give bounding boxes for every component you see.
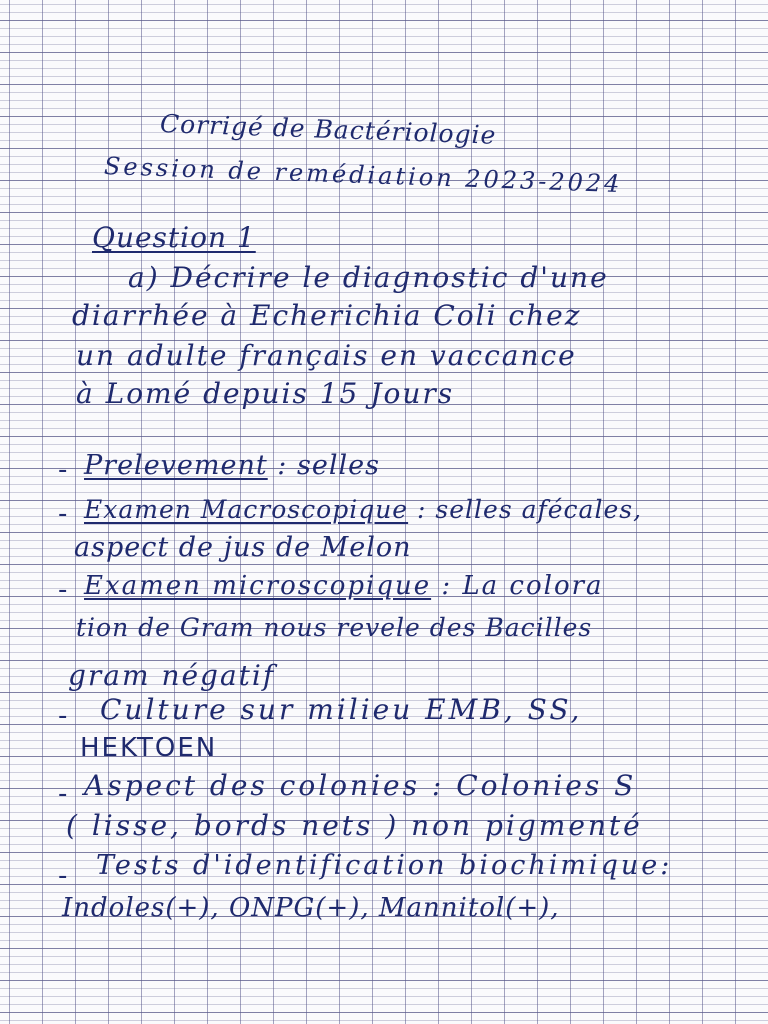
document-subtitle: Session de remédiation 2023-2024 [103,152,623,199]
answer-line-2 [84,494,642,526]
question-line-4: à Lomé depuis 15 Jours [76,377,455,410]
answer-text: : selles [267,450,380,481]
answer-bullet: - [58,861,68,891]
answer-bullet: - [58,575,68,605]
answer-text: : La colora [431,571,604,601]
question-line-1: a) Décrire le diagnostic d'une [128,261,609,294]
answer-bullet: - [58,779,68,809]
answer-line-4 [84,570,604,602]
question-line-3: un adulte français en vaccance [76,339,577,372]
answer-line-7: Culture sur milieu EMB, SS, [100,693,583,726]
answer-line-3: aspect de jus de Melon [74,532,412,563]
question-line-2: diarrhée à Echerichia Coli chez [72,299,582,332]
document-title: Corrigé de Bactériologie [159,109,497,150]
question-heading: Question 1 [92,221,256,254]
answer-line-9: Aspect des colonies : Colonies S [84,769,637,802]
answer-line-12: Indoles(+), ONPG(+), Mannitol(+), [62,893,560,923]
answer-line-6: gram négatif [68,659,276,692]
answer-line-5: tion de Gram nous revele des Bacilles [76,613,593,642]
answer-label: Prelevement [84,450,268,481]
answer-label: Examen Macroscopique [84,495,409,524]
answer-label: Examen microscopique [84,571,432,601]
answer-line-1 [84,450,380,482]
answer-line-8: HEKTOEN [80,733,218,763]
answer-bullet: - [58,499,68,529]
answer-bullet: - [58,701,68,731]
answer-line-11: Tests d'identification biochimique: [96,850,673,881]
answer-text: : selles afécales, [408,495,643,524]
answer-bullet: - [58,455,68,485]
answer-line-10: ( lisse, bords nets ) non pigmenté [66,809,643,842]
